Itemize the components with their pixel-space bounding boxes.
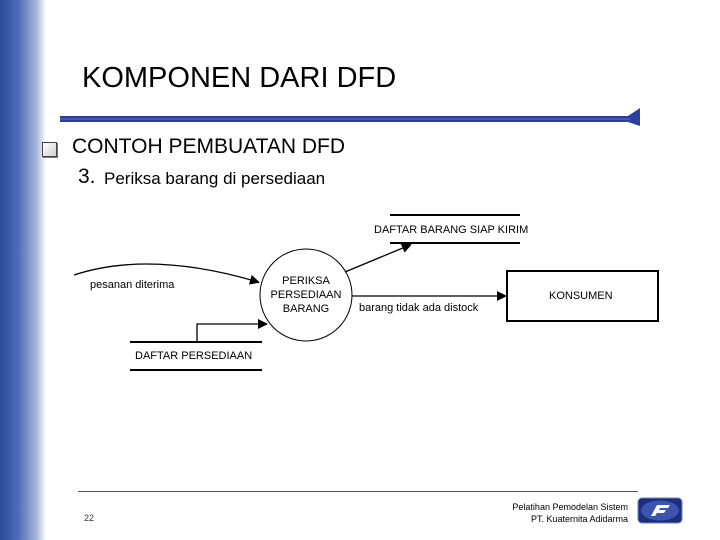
- flow-from-store-arrow: [197, 324, 266, 342]
- company-logo-icon: [637, 497, 683, 524]
- footer-divider: [78, 491, 638, 492]
- step-text: Periksa barang di persediaan: [104, 169, 326, 188]
- flow-out-label: barang tidak ada distock: [359, 302, 479, 314]
- footer-credit: [470, 501, 628, 525]
- process-line-1: PERIKSA: [282, 275, 330, 287]
- footer-line-1: Pelatihan Pemodelan Sistem: [512, 502, 628, 512]
- subheading: CONTOH PEMBUATAN DFD: [72, 135, 346, 158]
- slide-title: KOMPONEN DARI DFD: [82, 62, 397, 94]
- process-line-2: PERSEDIAAN: [270, 289, 342, 301]
- entity-label: KONSUMEN: [549, 290, 613, 302]
- flow-in-label: pesanan diterima: [90, 279, 175, 291]
- process-label: [262, 274, 350, 316]
- store-top-label: DAFTAR BARANG SIAP KIRIM: [374, 224, 529, 236]
- step-number: 3.: [78, 165, 96, 188]
- store-bottom-label: DAFTAR PERSEDIAAN: [135, 350, 253, 362]
- process-line-3: BARANG: [282, 303, 330, 315]
- footer-line-2: PT. Kuaternita Adidarma: [530, 514, 628, 524]
- flow-to-store-arrow: [345, 245, 410, 272]
- page-number: 22: [84, 513, 95, 523]
